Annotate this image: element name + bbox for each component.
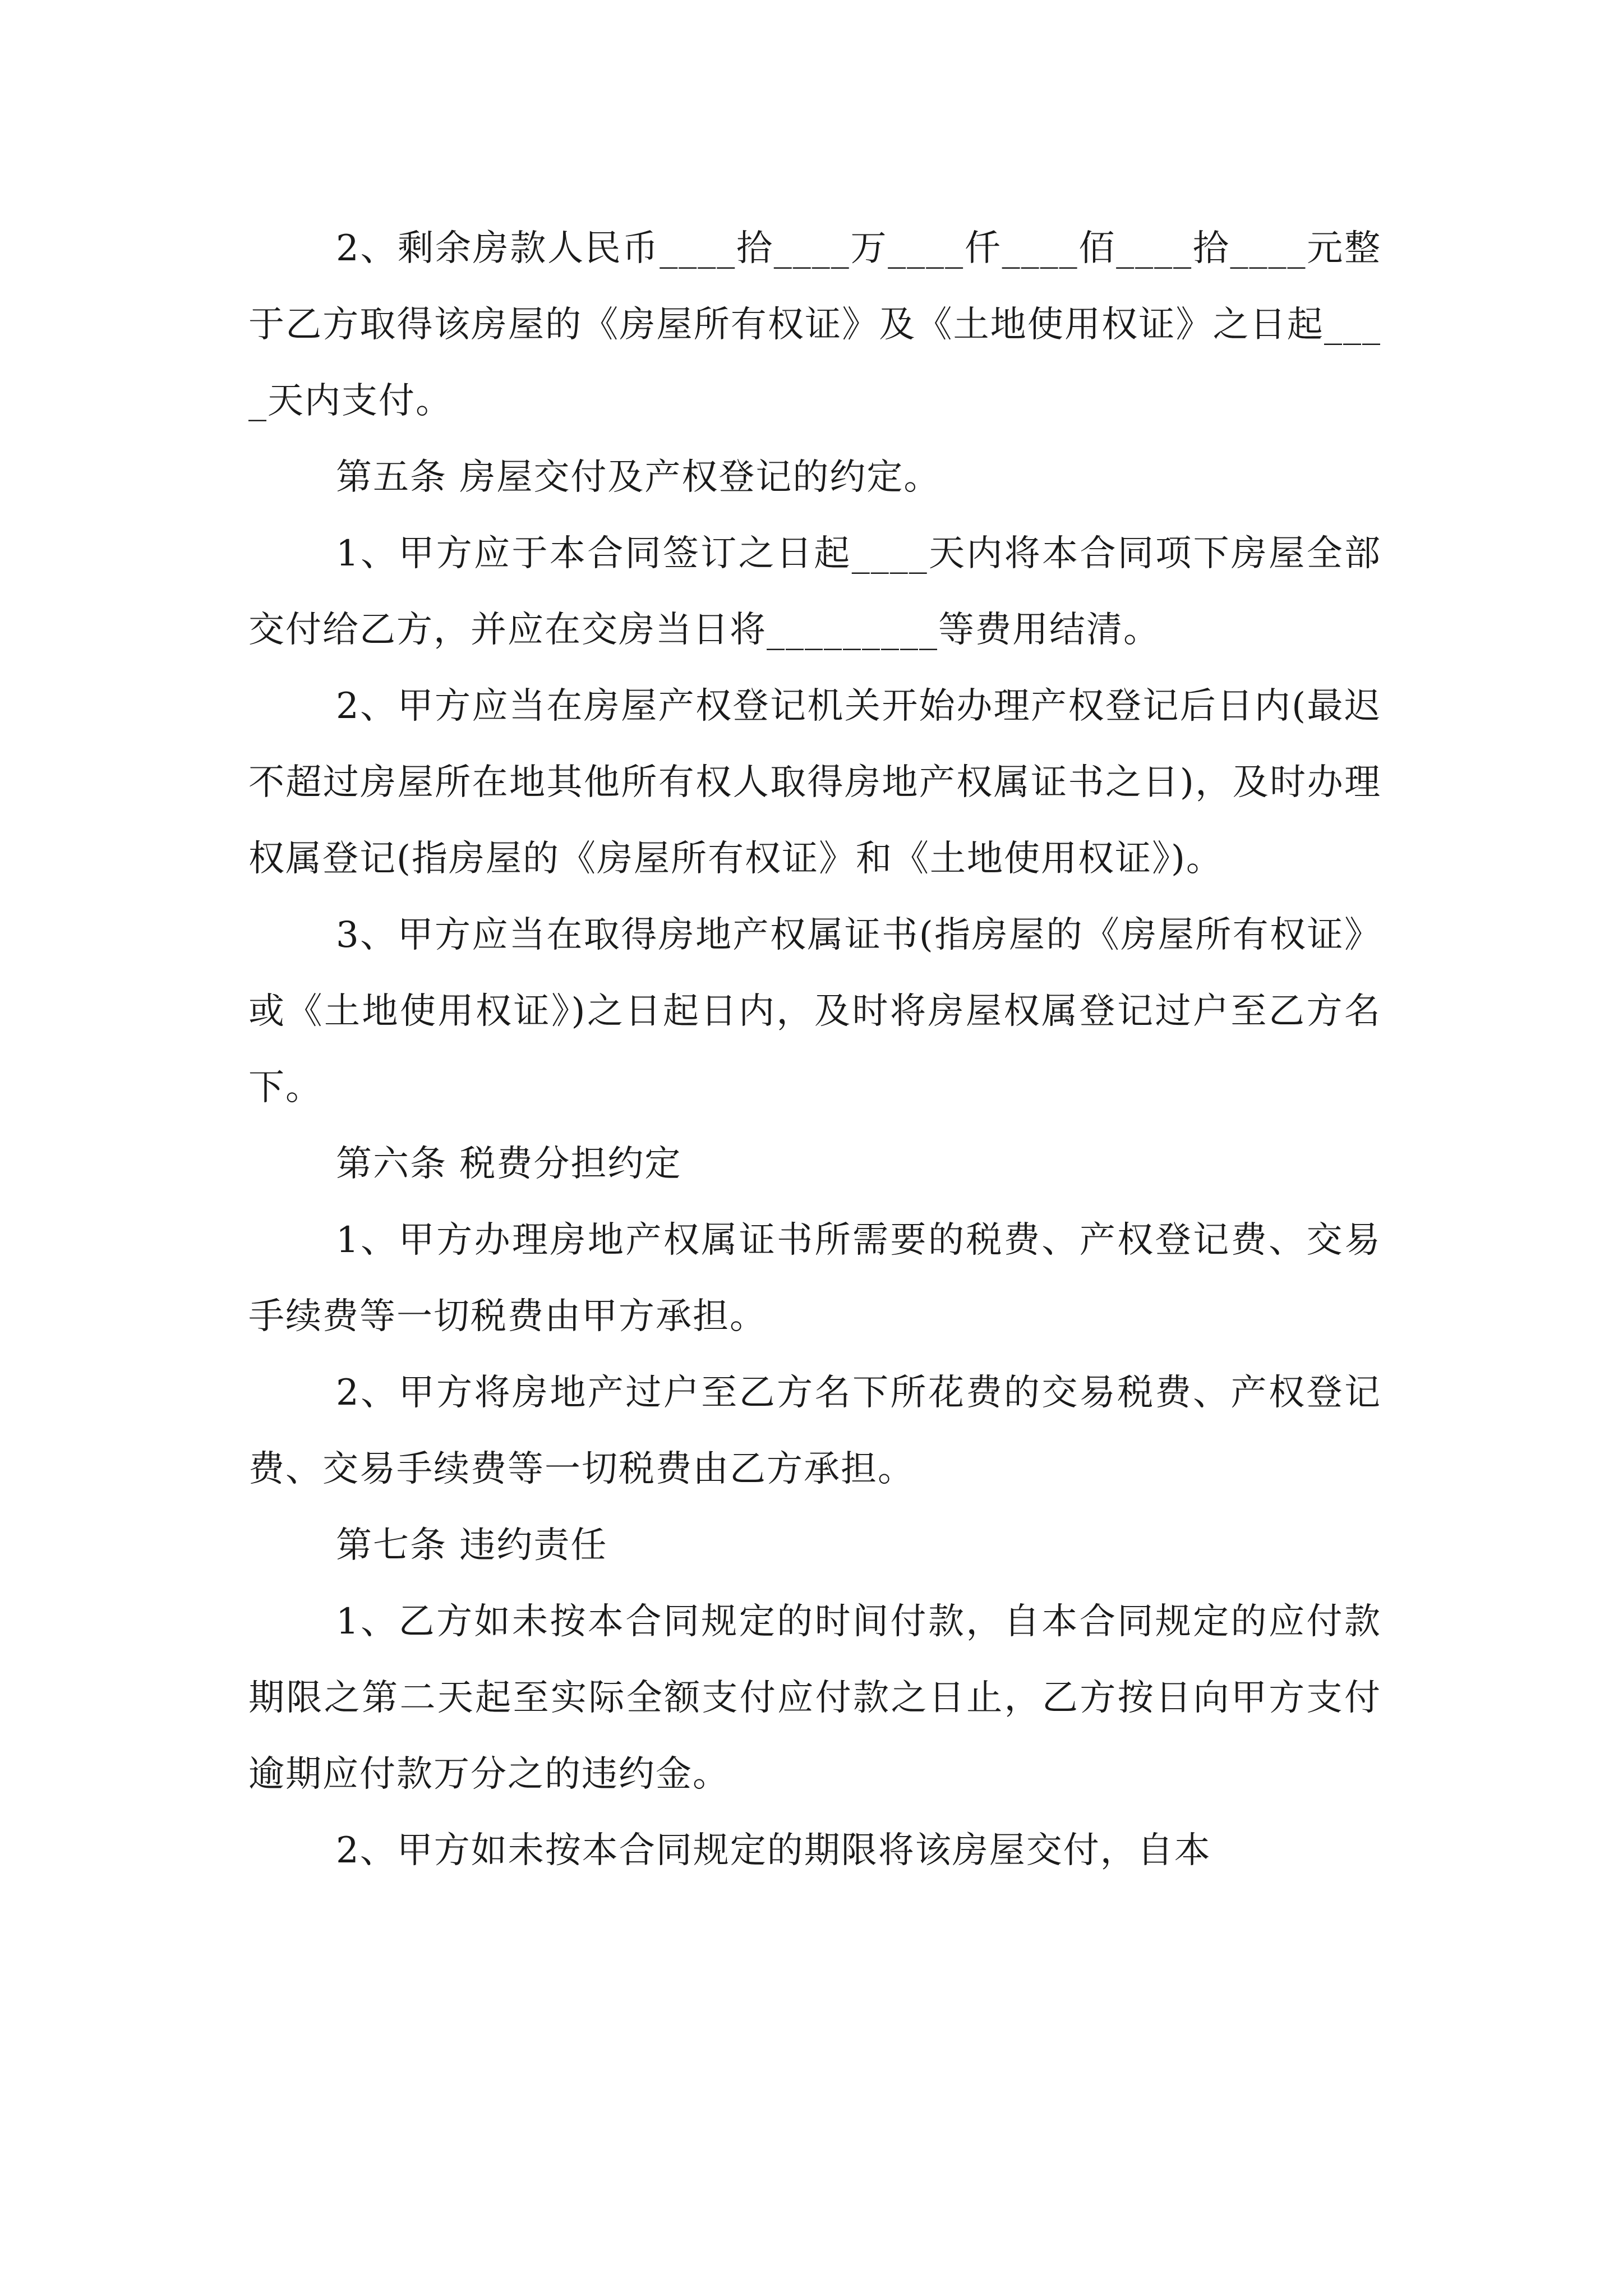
paragraph-breach-2: 2、甲方如未按本合同规定的期限将该房屋交付，自本 (336, 1830, 1211, 1871)
paragraph-registration-2: 2、甲方应当在房屋产权登记机关开始办理产权登记后日内(最迟不超过房屋所在地其他所有权人取得房地产权属证书之日)，及时办理权属登记(指房屋的《房屋所有权证》和《土地使用权证》)。 (248, 685, 1381, 880)
section-heading-article-5: 第五条 房屋交付及产权登记的约定。 (336, 457, 941, 498)
paragraph-tax-1: 1、甲方办理房地产权属证书所需要的税费、产权登记费、交易手续费等一切税费由甲方承担。 (248, 1220, 1381, 1337)
paragraph-transfer-3: 3、甲方应当在取得房地产权属证书(指房屋的《房屋所有权证》或《土地使用权证》)之日起日内，及时将房屋权属登记过户至乙方名下。 (248, 914, 1381, 1108)
paragraph-remaining-payment: 2、剩余房款人民币____拾____万____仟____佰____拾____元整于乙方取得该房屋的《房屋所有权证》及《土地使用权证》之日起____天内支付。 (248, 228, 1381, 422)
paragraph-delivery-1: 1、甲方应于本合同签订之日起____天内将本合同项下房屋全部交付给乙方，并应在交房当日将_________等费用结清。 (248, 533, 1381, 651)
section-heading-article-7: 第七条 违约责任 (336, 1525, 608, 1566)
paragraph-breach-1: 1、乙方如未按本合同规定的时间付款，自本合同规定的应付款期限之第二天起至实际全额支付应付款之日止，乙方按日向甲方支付逾期应付款万分之的违约金。 (248, 1601, 1381, 1795)
section-heading-article-6: 第六条 税费分担约定 (336, 1143, 682, 1185)
paragraph-tax-2: 2、甲方将房地产过户至乙方名下所花费的交易税费、产权登记费、交易手续费等一切税费由乙方承担。 (248, 1372, 1381, 1490)
document-body (248, 210, 1381, 1889)
